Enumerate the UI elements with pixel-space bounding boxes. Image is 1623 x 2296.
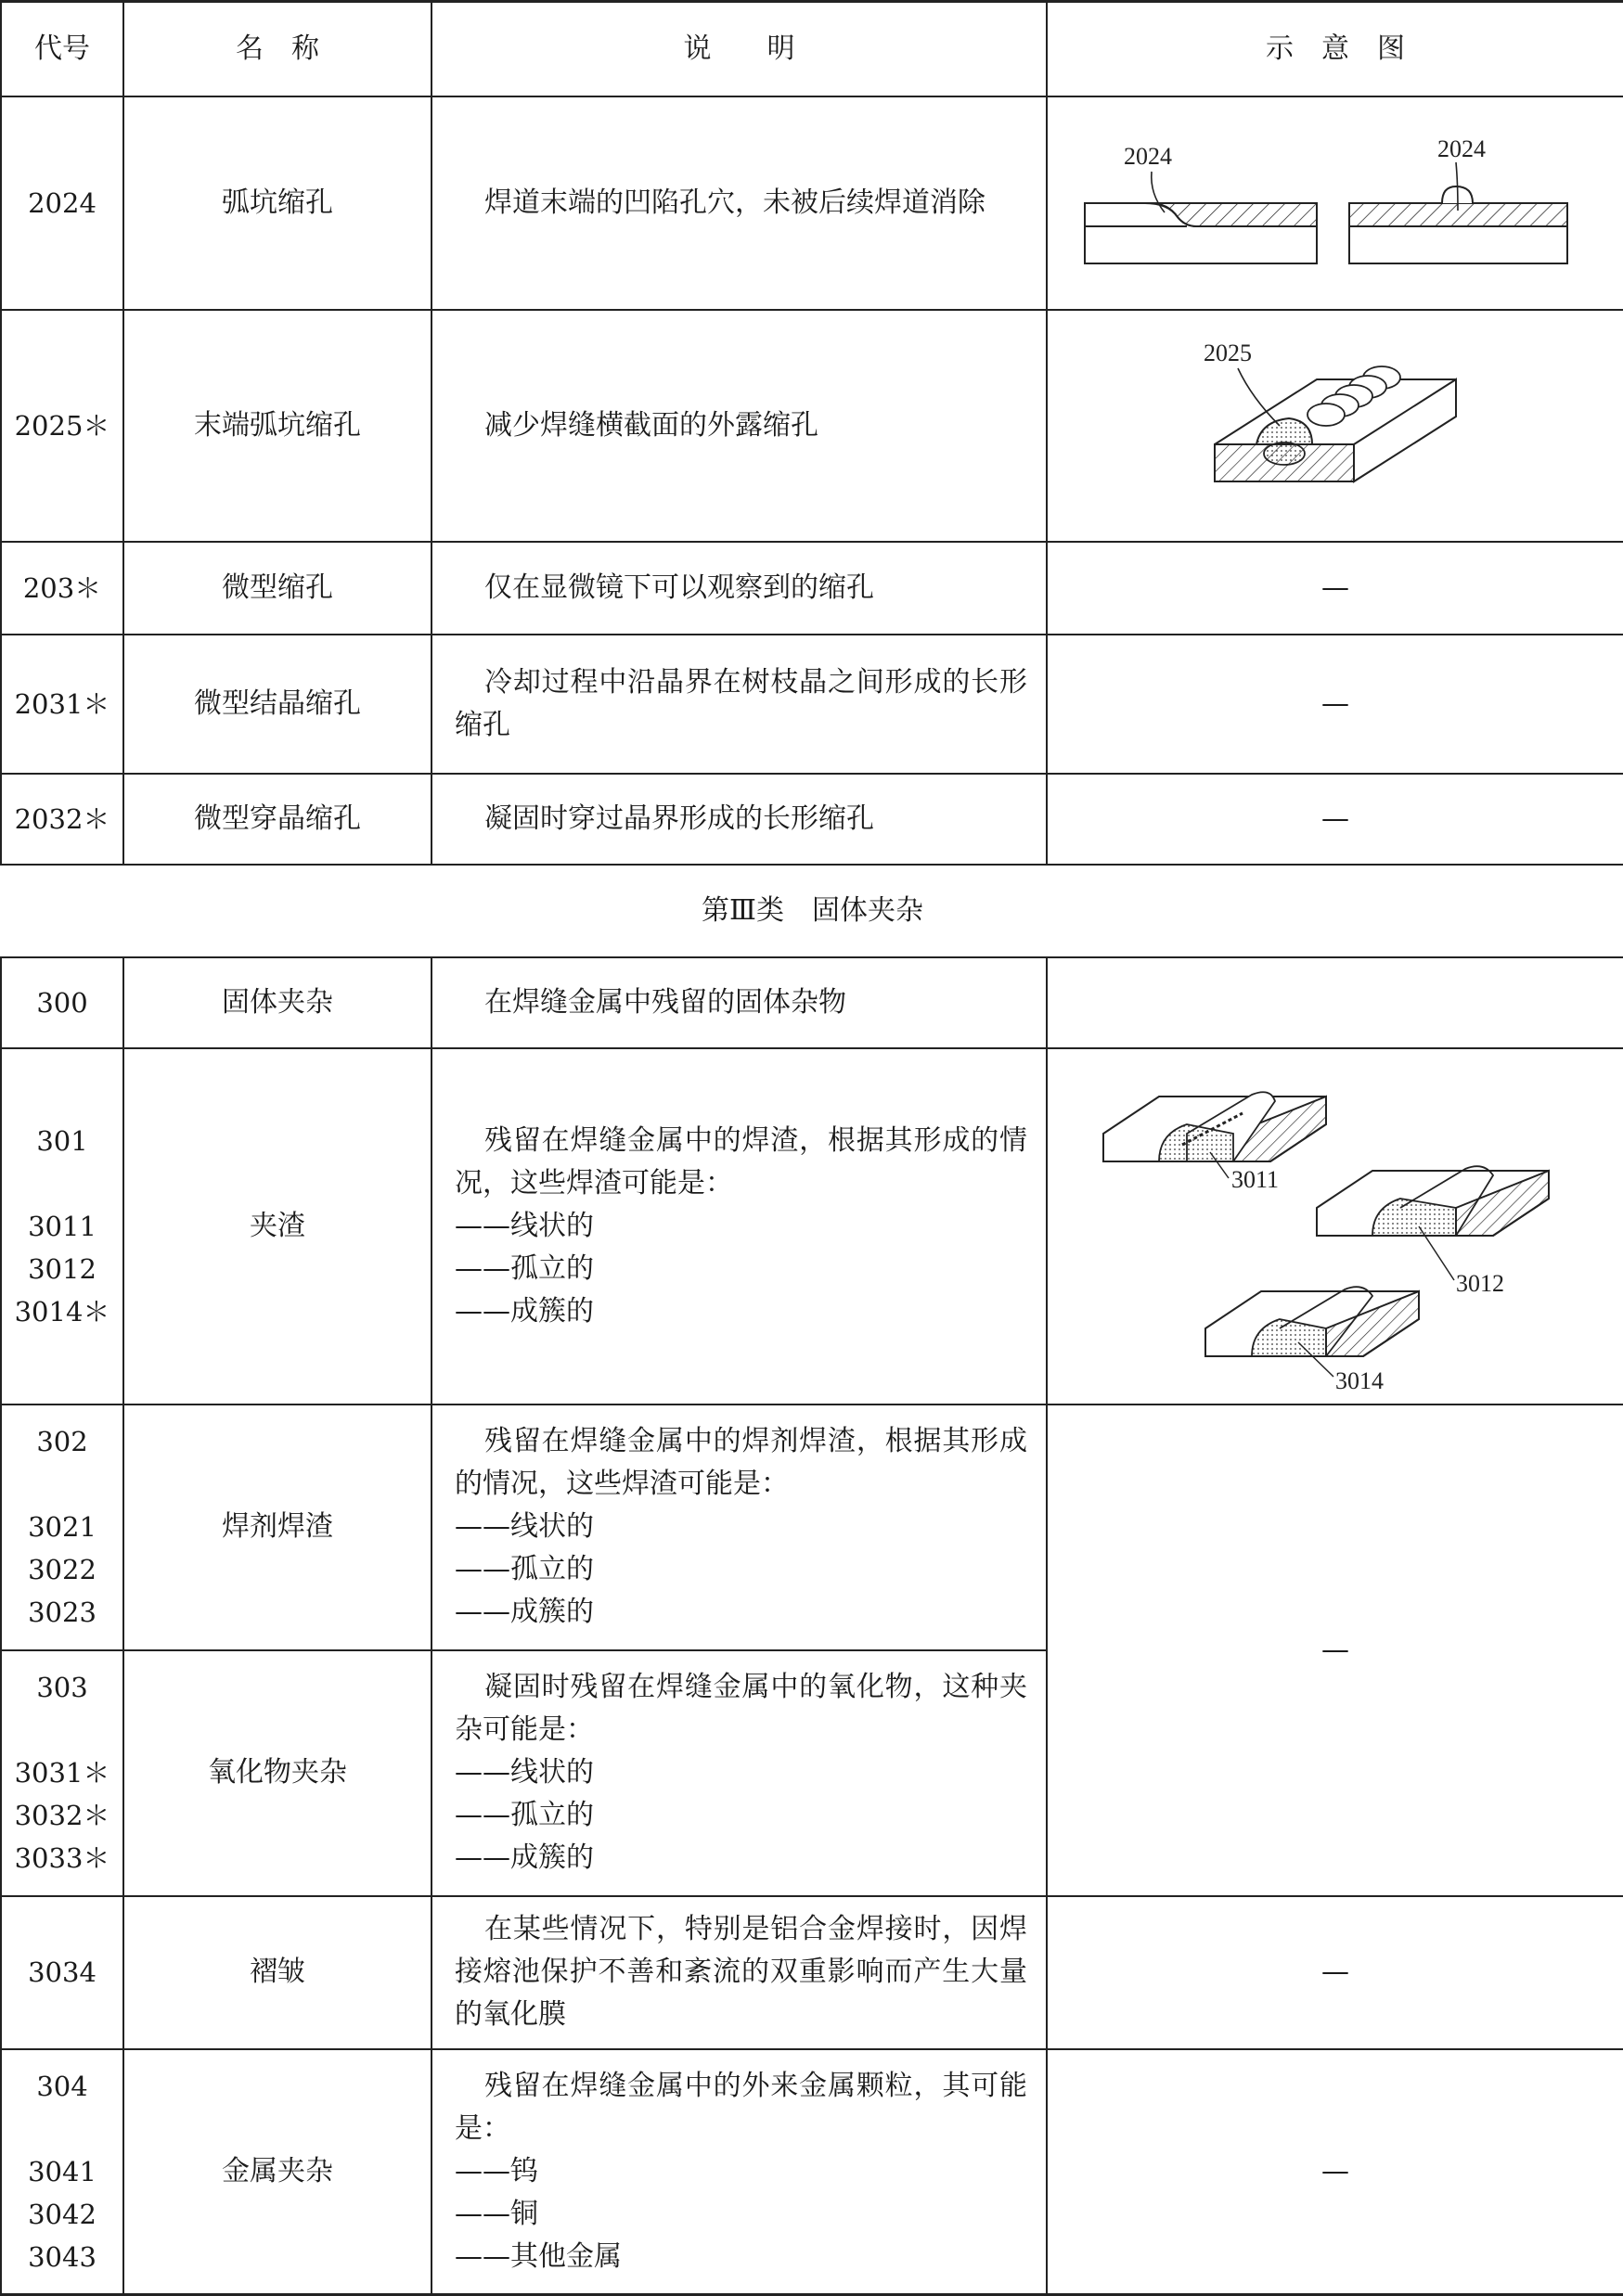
row-desc: 凝固时穿过晶界形成的长形缩孔	[432, 774, 1047, 865]
section-title: 第Ⅲ类 固体夹杂	[1, 865, 1623, 957]
end-crater-figure	[1047, 310, 1623, 542]
row-name: 焊剂焊渣	[123, 1405, 432, 1650]
row-codes: 302 3021 3022 3023	[1, 1405, 123, 1650]
row-desc: 残留在焊缝金属中的焊渣，根据其形成的情况，这些焊渣可能是： ——线状的 ——孤立的 ——成簇的	[432, 1048, 1047, 1405]
fig-label: 2024	[1437, 135, 1486, 162]
table-row	[1, 1896, 1623, 2049]
row-fig-empty	[1047, 957, 1623, 1048]
row-code: 2024	[1, 96, 123, 310]
row-name: 金属夹杂	[123, 2049, 432, 2295]
table-row	[1, 1048, 1623, 1405]
row-code: 203＊	[1, 542, 123, 635]
row-desc: 凝固时残留在焊缝金属中的氧化物，这种夹杂可能是： ——线状的 ——孤立的 ——成簇的	[432, 1650, 1047, 1896]
row-name: 夹渣	[123, 1048, 432, 1405]
merged-fig-dash: —	[1047, 1405, 1623, 1896]
row-name: 微型结晶缩孔	[123, 635, 432, 774]
header-desc: 说 明	[432, 2, 1047, 96]
table-row	[1, 310, 1623, 542]
table-row	[1, 957, 1623, 1048]
row-fig-dash: —	[1047, 2049, 1623, 2295]
fig-label: 3014	[1335, 1366, 1384, 1393]
row-code: 3034	[1, 1896, 123, 2049]
row-desc: 减少焊缝横截面的外露缩孔	[432, 310, 1047, 542]
crater-figure	[1047, 96, 1623, 310]
table-row	[1, 774, 1623, 865]
row-code: 2025＊	[1, 310, 123, 542]
row-desc: 冷却过程中沿晶界在树枝晶之间形成的长形缩孔	[432, 635, 1047, 774]
row-desc: 在焊缝金属中残留的固体杂物	[432, 957, 1047, 1048]
table-header-row	[1, 2, 1623, 96]
row-fig-dash: —	[1047, 1896, 1623, 2049]
row-desc: 残留在焊缝金属中的焊剂焊渣，根据其形成的情况，这些焊渣可能是： ——线状的 ——孤立的 ——成簇的	[432, 1405, 1047, 1650]
row-name: 末端弧坑缩孔	[123, 310, 432, 542]
table-row	[1, 2049, 1623, 2295]
row-fig-dash: —	[1047, 774, 1623, 865]
row-desc: 焊道末端的凹陷孔穴，未被后续焊道消除	[432, 96, 1047, 310]
row-fig-dash: —	[1047, 635, 1623, 774]
row-codes: 303 3031＊ 3032＊ 3033＊	[1, 1650, 123, 1896]
row-name: 微型穿晶缩孔	[123, 774, 432, 865]
row-fig-dash: —	[1047, 542, 1623, 635]
table-row	[1, 1405, 1623, 1650]
table-row	[1, 635, 1623, 774]
row-codes: 304 3041 3042 3043	[1, 2049, 123, 2295]
row-desc: 仅在显微镜下可以观察到的缩孔	[432, 542, 1047, 635]
row-code: 2032＊	[1, 774, 123, 865]
row-name: 弧坑缩孔	[123, 96, 432, 310]
table-row	[1, 96, 1623, 310]
row-codes: 301 3011 3012 3014＊	[1, 1048, 123, 1405]
row-desc: 残留在焊缝金属中的外来金属颗粒，其可能是： ——钨 ——铜 ——其他金属	[432, 2049, 1047, 2295]
table-row	[1, 542, 1623, 635]
row-name: 微型缩孔	[123, 542, 432, 635]
header-code: 代号	[1, 2, 123, 96]
row-code: 2031＊	[1, 635, 123, 774]
slag-inclusion-figure	[1047, 1048, 1623, 1405]
section-row	[1, 865, 1623, 957]
fig-label: 2024	[1124, 142, 1172, 170]
fig-label: 2025	[1204, 339, 1252, 366]
fig-label: 3011	[1231, 1165, 1280, 1193]
fig-label: 3012	[1456, 1269, 1504, 1297]
row-desc: 在某些情况下，特别是铝合金焊接时，因焊接熔池保护不善和紊流的双重影响而产生大量的氧化膜	[432, 1896, 1047, 2049]
row-name: 固体夹杂	[123, 957, 432, 1048]
header-name: 名 称	[123, 2, 432, 96]
header-fig: 示 意 图	[1047, 2, 1623, 96]
row-code: 300	[1, 957, 123, 1048]
row-name: 褶皱	[123, 1896, 432, 2049]
row-name: 氧化物夹杂	[123, 1650, 432, 1896]
